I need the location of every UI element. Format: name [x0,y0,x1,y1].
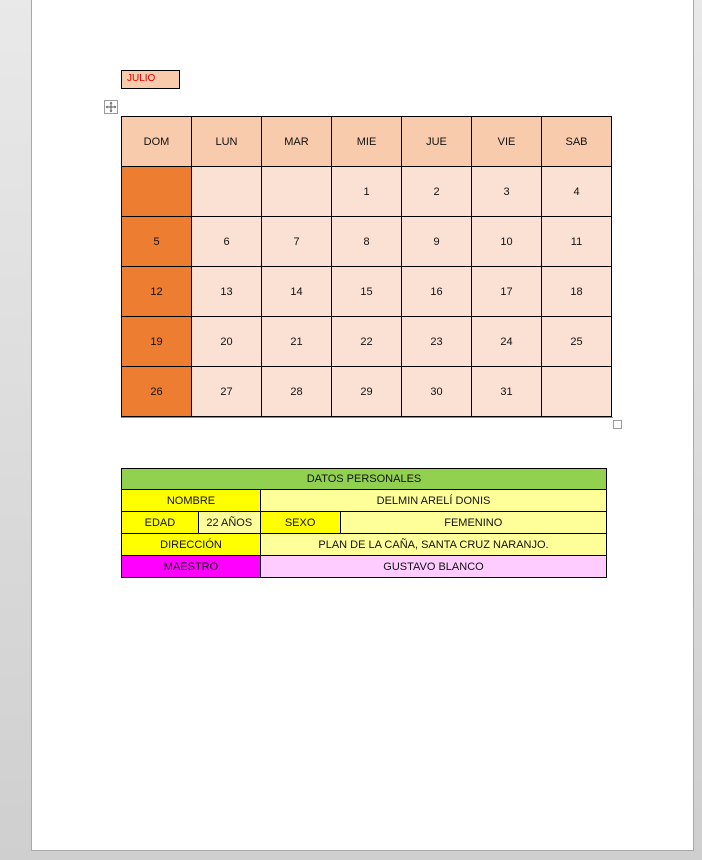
day-cell[interactable]: 3 [472,167,542,217]
day-cell[interactable]: 14 [262,267,332,317]
day-cell[interactable] [262,167,332,217]
day-cell[interactable]: 30 [402,367,472,417]
day-cell[interactable]: 31 [472,367,542,417]
info-title[interactable]: DATOS PERSONALES [121,468,607,490]
age-label[interactable]: EDAD [121,511,199,534]
week-row [122,367,612,417]
table-resize-handle-icon[interactable] [613,420,622,429]
day-cell[interactable]: 17 [472,267,542,317]
personal-data-table[interactable] [121,468,607,578]
day-cell[interactable]: 2 [402,167,472,217]
day-cell[interactable]: 26 [122,367,192,417]
weekday-cell[interactable]: JUE [402,117,472,167]
info-teacher-row [121,556,607,578]
age-value[interactable]: 22 AÑOS [198,511,261,534]
day-cell[interactable]: 7 [262,217,332,267]
day-cell[interactable]: 6 [192,217,262,267]
weekday-cell[interactable]: VIE [472,117,542,167]
day-cell[interactable] [542,367,612,417]
sex-value[interactable]: FEMENINO [340,511,607,534]
day-cell[interactable]: 12 [122,267,192,317]
weekday-cell[interactable]: SAB [542,117,612,167]
info-title-row [121,468,607,490]
week-row [122,167,612,217]
day-cell[interactable]: 18 [542,267,612,317]
day-cell[interactable]: 20 [192,317,262,367]
day-cell[interactable]: 25 [542,317,612,367]
address-label[interactable]: DIRECCIÓN [121,533,261,556]
day-cell[interactable]: 13 [192,267,262,317]
month-label: JULIO [121,70,180,89]
info-age-sex-row [121,512,607,534]
week-row [122,317,612,367]
name-label[interactable]: NOMBRE [121,489,261,512]
address-value[interactable]: PLAN DE LA CAÑA, SANTA CRUZ NARANJO. [260,533,607,556]
day-cell[interactable]: 24 [472,317,542,367]
calendar-table[interactable] [121,116,612,417]
weekday-cell[interactable]: DOM [122,117,192,167]
day-cell[interactable]: 16 [402,267,472,317]
teacher-label[interactable]: MAESTRO [121,555,261,578]
table-selection-underline [121,417,613,418]
day-cell[interactable]: 10 [472,217,542,267]
teacher-value[interactable]: GUSTAVO BLANCO [260,555,607,578]
weekday-header-row [122,117,612,167]
name-value[interactable]: DELMIN ARELÍ DONIS [260,489,607,512]
day-cell[interactable] [192,167,262,217]
day-cell[interactable]: 11 [542,217,612,267]
day-cell[interactable]: 29 [332,367,402,417]
day-cell[interactable]: 15 [332,267,402,317]
weekday-cell[interactable]: MIE [332,117,402,167]
day-cell[interactable]: 28 [262,367,332,417]
week-row [122,267,612,317]
day-cell[interactable]: 23 [402,317,472,367]
day-cell[interactable]: 1 [332,167,402,217]
day-cell[interactable]: 4 [542,167,612,217]
weekday-cell[interactable]: MAR [262,117,332,167]
day-cell[interactable] [122,167,192,217]
day-cell[interactable]: 5 [122,217,192,267]
day-cell[interactable]: 22 [332,317,402,367]
info-name-row [121,490,607,512]
table-move-handle-icon[interactable] [104,100,118,114]
day-cell[interactable]: 9 [402,217,472,267]
sex-label[interactable]: SEXO [260,511,341,534]
weekday-cell[interactable]: LUN [192,117,262,167]
day-cell[interactable]: 21 [262,317,332,367]
info-address-row [121,534,607,556]
day-cell[interactable]: 27 [192,367,262,417]
week-row [122,217,612,267]
day-cell[interactable]: 8 [332,217,402,267]
day-cell[interactable]: 19 [122,317,192,367]
